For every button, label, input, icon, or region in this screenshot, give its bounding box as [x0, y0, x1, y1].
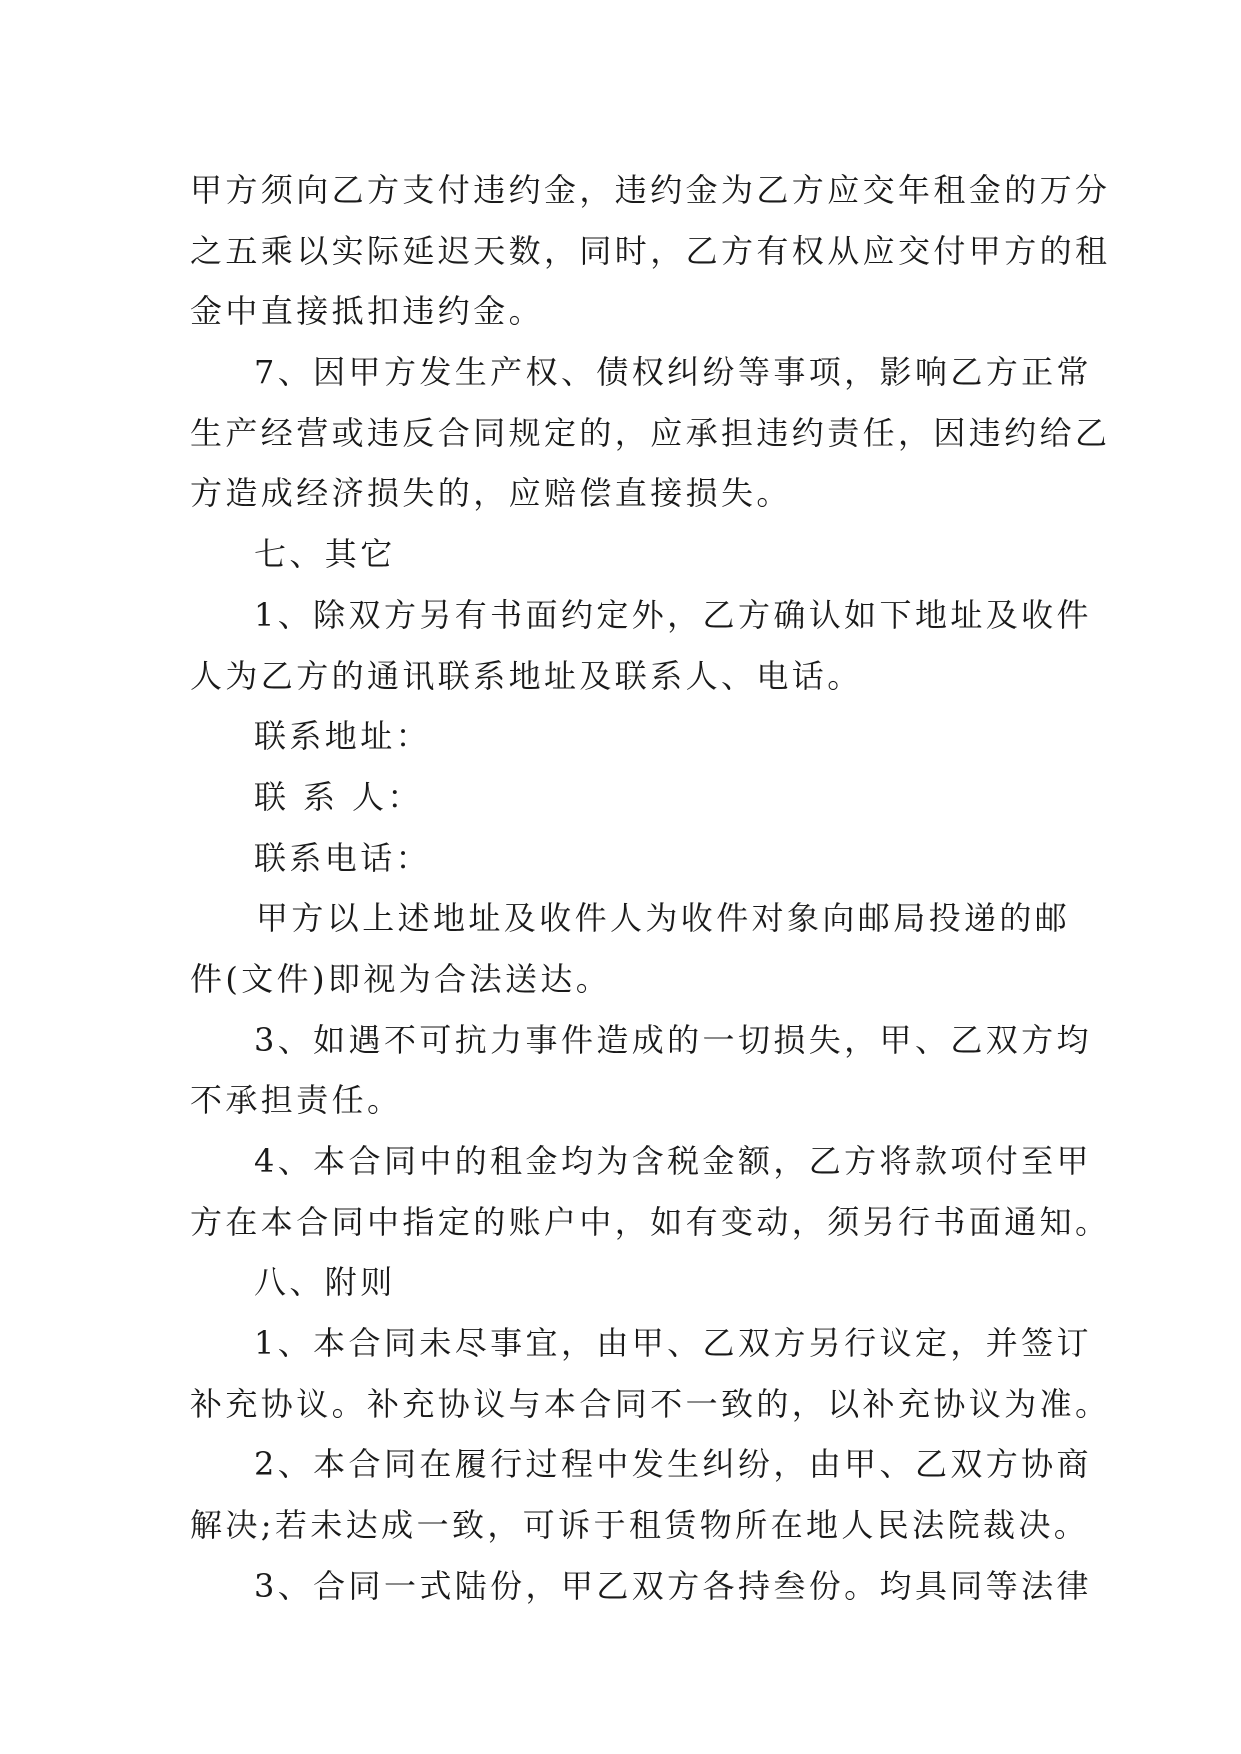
- clause-1: 1、除双方另有书面约定外，乙方确认如下地址及收件: [254, 595, 1092, 634]
- appendix-clause-2: 2、本合同在履行过程中发生纠纷，由甲、乙双方协商: [254, 1445, 1092, 1484]
- section-heading-other: 七、其它: [254, 535, 396, 574]
- contact-address-label: 联系地址：: [254, 717, 432, 756]
- text-line: 甲方以上述地址及收件人为收件对象向邮局投递的邮: [256, 899, 1071, 938]
- appendix-clause-3: 3、合同一式陆份，甲乙双方各持叁份。均具同等法律: [254, 1566, 1092, 1605]
- clause-7: 7、因甲方发生产权、债权纠纷等事项，影响乙方正常: [254, 353, 1092, 392]
- text-line: 件(文件)即视为合法送达。: [190, 959, 612, 998]
- document-body: [190, 160, 1111, 1617]
- text-line: 人为乙方的通讯联系地址及联系人、电话。: [190, 656, 863, 695]
- text-line: 方在本合同中指定的账户中，如有变动，须另行书面通知。: [190, 1202, 1111, 1241]
- text-line: 甲方须向乙方支付违约金，违约金为乙方应交年租金的万分: [190, 171, 1111, 209]
- contact-person-label: 联 系 人：: [254, 777, 423, 816]
- text-line: 方造成经济损失的，应赔偿直接损失。: [190, 474, 792, 513]
- clause-4: 4、本合同中的租金均为含税金额，乙方将款项付至甲: [254, 1142, 1092, 1180]
- text-line: 生产经营或违反合同规定的，应承担违约责任，因违约给乙: [190, 413, 1111, 452]
- text-line: 解决;若未达成一致，可诉于租赁物所在地人民法院裁决。: [190, 1506, 1090, 1545]
- text-line: 不承担责任。: [190, 1081, 403, 1120]
- text-line: 之五乘以实际延迟天数，同时，乙方有权从应交付甲方的租: [190, 231, 1111, 270]
- text-line: 金中直接抵扣违约金。: [190, 292, 545, 331]
- clause-3: 3、如遇不可抗力事件造成的一切损失，甲、乙双方均: [254, 1020, 1092, 1059]
- text-line: 补充协议。补充协议与本合同不一致的，以补充协议为准。: [190, 1384, 1111, 1423]
- section-heading-appendix: 八、附则: [254, 1263, 396, 1302]
- appendix-clause-1: 1、本合同未尽事宜，由甲、乙双方另行议定，并签订: [254, 1324, 1092, 1363]
- contact-phone-label: 联系电话：: [254, 838, 432, 877]
